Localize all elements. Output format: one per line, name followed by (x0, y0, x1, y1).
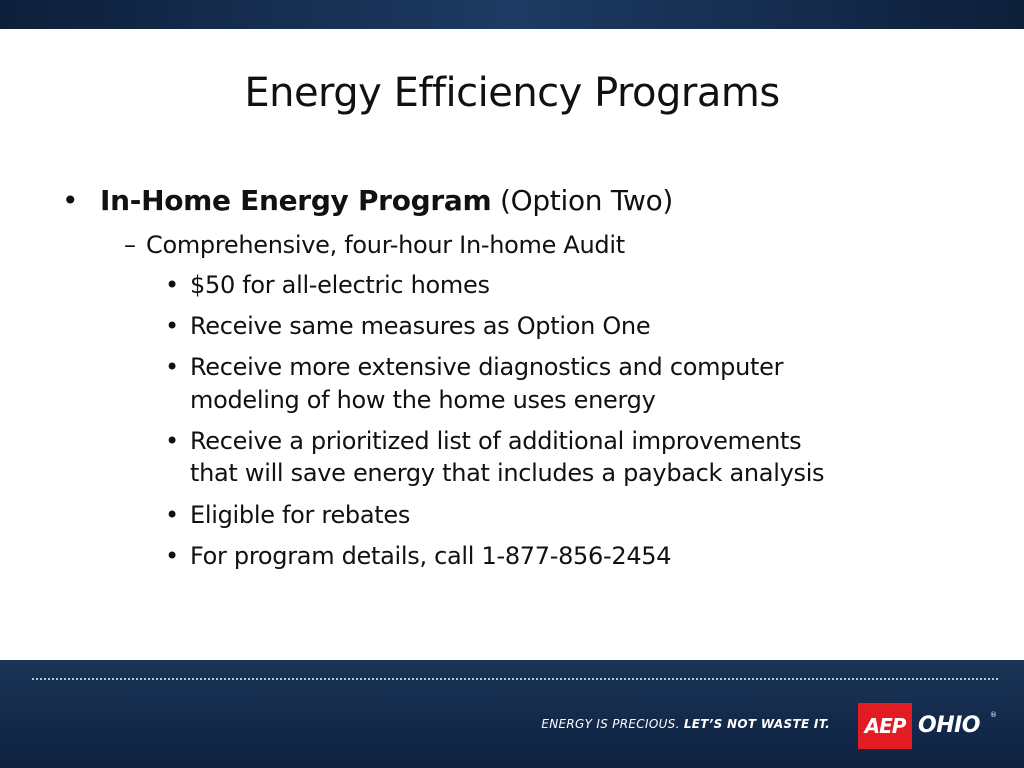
level3-bullet-marker: • (165, 312, 179, 340)
aep-ohio-logo (858, 703, 1000, 749)
detail-item-continued: modeling of how the home uses energy (190, 386, 656, 414)
dotted-divider (32, 678, 998, 680)
detail-item: Eligible for rebates (190, 501, 411, 529)
aep-logo-mark: AEP (858, 703, 912, 749)
level3-bullet-marker: • (165, 501, 179, 529)
detail-item: Receive same measures as Option One (190, 312, 651, 340)
detail-item: Receive more extensive diagnostics and computer (190, 353, 784, 381)
level2-item: Comprehensive, four-hour In-home Audit (146, 231, 625, 259)
tagline-bold: LET’S NOT WASTE IT. (683, 717, 830, 731)
slide-title: Energy Efficiency Programs (244, 70, 780, 116)
detail-item: $50 for all-electric homes (190, 271, 490, 299)
ohio-logo-text: OHIO (918, 713, 981, 738)
level3-bullet-marker: • (165, 542, 179, 570)
level3-bullet-marker: • (165, 271, 179, 299)
level1-item (100, 184, 673, 217)
registered-mark: ® (990, 711, 997, 719)
level2-bullet-marker: – (124, 231, 136, 259)
level3-bullet-marker: • (165, 427, 179, 455)
footer-band (0, 660, 1024, 768)
tagline-normal: ENERGY IS PRECIOUS. (541, 717, 684, 731)
program-name: In-Home Energy Program (100, 184, 492, 217)
detail-item: For program details, call 1-877-856-2454 (190, 542, 672, 570)
program-option: (Option Two) (491, 184, 674, 217)
detail-item-continued: that will save energy that includes a payback analysis (190, 459, 825, 487)
level1-bullet-marker: • (62, 184, 79, 217)
level3-bullet-marker: • (165, 353, 179, 381)
tagline (541, 717, 830, 731)
detail-item: Receive a prioritized list of additional improvements (190, 427, 802, 455)
